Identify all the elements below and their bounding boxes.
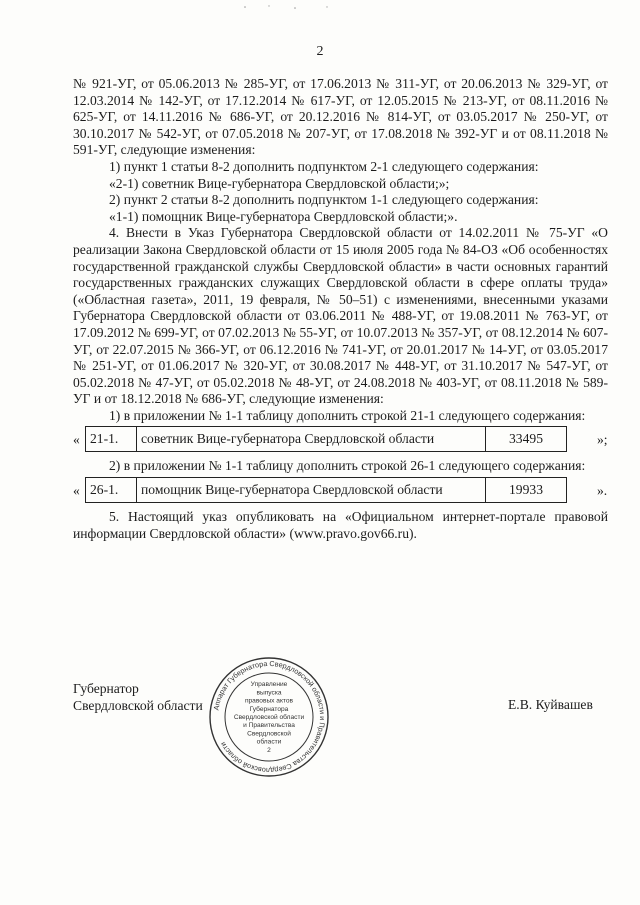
salary-table-1 [85, 426, 583, 452]
stamp-inner-line: Губернатора [249, 705, 289, 713]
paragraph-item-1: 1) пункт 1 статьи 8-2 дополнить подпунктом 2-1 следующего содержания: [109, 158, 539, 174]
stamp-outer-text: Аппарат Губернатора Свердловской области и Правительства Свердловской области [211, 658, 328, 776]
stamp-inner-line: 2 [267, 746, 271, 754]
salary-table-2 [85, 477, 583, 503]
document-body [73, 76, 608, 542]
scan-noise [235, 4, 355, 10]
stamp-inner-line: Управление [250, 681, 288, 689]
stamp-inner-line: правовых актов [244, 697, 294, 705]
close-quote: »; [597, 432, 608, 448]
paragraph-quote-2-1: «2-1) советник Вице-губернатора Свердловской области;»; [109, 175, 450, 191]
table-cell-number: 21-1. [86, 427, 137, 452]
official-stamp [207, 655, 331, 779]
stamp-inner-line: и Правительства [243, 722, 295, 730]
open-quote: « [73, 483, 80, 499]
signatory-name: Е.В. Куйвашев [508, 697, 593, 712]
table-cell-number: 26-1. [86, 478, 137, 503]
stamp-inner-line: области [256, 738, 282, 746]
table-cell-empty [567, 427, 584, 452]
stamp-inner-line: выпуска [256, 689, 282, 697]
table-cell-value: 33495 [486, 427, 567, 452]
paragraph-section-4: 4. Внести в Указ Губернатора Свердловской области от 14.02.2011 № 75-УГ «О реализации Закона Свердловской области от 15 июля 2005 года № 84-ОЗ «Об особенностях государственной гражданской службы Свердловской области» в части основных гарантий государственных гражданских служащих Свердловской области в сфере оплаты труда» («Областная газета», 2011, 19 февраля, № 50–51) с изменениями, внесенными указами Губернатора Свердловской области от 03.06.2011 № 488-УГ, от 19.08.2011 № 763-УГ, от 17.09.2012 № 699-УГ, от 07.02.2013 № 55-УГ, от 10.07.2013 № 357-УГ, от 08.12.2014 № 607-УГ, от 22.07.2015 № 366-УГ, от 06.12.2016 № 741-УГ, от 20.01.2017 № 14-УГ, от 03.05.2017 № 251-УГ, от 01.06.2017 № 320-УГ, от 30.08.2017 № 448-УГ, от 31.10.2017 № 547-УГ, от 05.02.2018 № 47-УГ, от 05.02.2018 № 48-УГ, от 24.08.2018 № 403-УГ, от 08.11.2018 № 589-УГ и от 18.12.2018 № 686-УГ, следующие изменения: [73, 225, 608, 407]
paragraph-table-addition-2: 2) в приложении № 1-1 таблицу дополнить строкой 26-1 следующего содержания: [109, 458, 586, 474]
paragraph-amendments-list: № 921-УГ, от 05.06.2013 № 285-УГ, от 17.06.2013 № 311-УГ, от 20.06.2013 № 329-УГ, от 12.03.2014 № 142-УГ, от 17.12.2014 № 617-УГ, от 12.05.2015 № 213-УГ, от 08.11.2016 № 625-УГ, от 14.11.2016 № 686-УГ, от 20.12.2016 № 814-УГ, от 03.05.2017 № 250-УГ, от 30.10.2017 № 542-УГ, от 07.05.2018 № 207-УГ, от 17.08.2018 № 392-УГ и от 08.11.2018 № 591-УГ, следующие изменения: [73, 76, 608, 158]
paragraph-table-addition-1: 1) в приложении № 1-1 таблицу дополнить строкой 21-1 следующего содержания: [109, 407, 586, 423]
signatory-title-line2: Свердловской области [73, 698, 203, 713]
open-quote: « [73, 432, 80, 448]
page-number: 2 [316, 44, 324, 59]
stamp-inner-line: Свердловской области [233, 714, 305, 721]
table-row-26-1 [73, 477, 608, 505]
paragraph-item-2: 2) пункт 2 статьи 8-2 дополнить подпунктом 1-1 следующего содержания: [109, 192, 539, 208]
table-cell-position: советник Вице-губернатора Свердловской области [137, 427, 486, 452]
table-cell-empty [567, 478, 584, 503]
signatory-title [73, 680, 203, 714]
table-cell-position: помощник Вице-губернатора Свердловской области [137, 478, 486, 503]
table-cell-value: 19933 [486, 478, 567, 503]
paragraph-section-5: 5. Настоящий указ опубликовать на «Официальном интернет-портале правовой информации Свердловской области» (www.pravo.gov66.ru). [73, 509, 608, 541]
paragraph-quote-1-1: «1-1) помощник Вице-губернатора Свердловской области;». [109, 208, 458, 224]
table-row-21-1 [73, 426, 608, 454]
signatory-title-line1: Губернатор [73, 681, 139, 696]
close-quote: ». [597, 483, 608, 499]
stamp-inner-line: Свердловской [247, 730, 291, 738]
